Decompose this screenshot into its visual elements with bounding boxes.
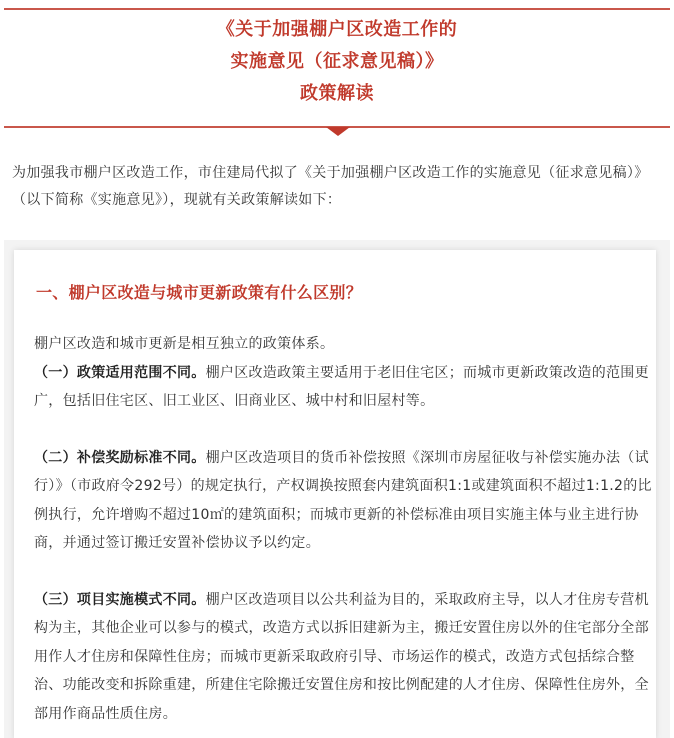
item-3-lead: （三）项目实施模式不同。	[34, 591, 206, 608]
title-line-3: 政策解读	[300, 83, 374, 104]
title-line-1: 《关于加强棚户区改造工作的	[216, 19, 458, 40]
article-title	[0, 14, 674, 110]
section-card	[14, 250, 656, 738]
section-item-1	[34, 359, 658, 416]
item-3-text: 棚户区改造项目以公共利益为目的，采取政府主导，以人才住房专营机构为主，其他企业可以参与的模式，改造方式以拆旧建新为主，搬迁安置住房以外的住宅部分全部用作人才住房和保障性住房；而城市更新采取政府引导、市场运作的模式，改造方式包括综合整治、功能改变和拆除重建，所建住宅除搬迁安置住房和按比例配建的人才住房、保障性住房外，全部用作商品性质住房。	[34, 591, 649, 722]
item-1-text: 棚户区改造政策主要适用于老旧住宅区；而城市更新政策改造的范围更广，包括旧住宅区、旧工业区、旧商业区、城中村和旧屋村等。	[34, 364, 649, 409]
section-body	[34, 330, 658, 738]
title-line-2: 实施意见（征求意见稿）》	[230, 51, 444, 72]
title-top-rule	[4, 8, 670, 10]
intro-paragraph: 为加强我市棚户区改造工作，市住建局代拟了《关于加强棚户区改造工作的实施意见（征求意见稿）》（以下简称《实施意见》），现就有关政策解读如下：	[12, 165, 649, 208]
item-1-lead: （一）政策适用范围不同。	[34, 364, 206, 381]
item-2-lead: （二）补偿奖励标准不同。	[34, 449, 206, 466]
section-heading: 一、棚户区改造与城市更新政策有什么区别？	[36, 283, 363, 302]
section-item-2	[34, 444, 658, 558]
item-2-text: 棚户区改造项目的货币补偿按照《深圳市房屋征收与补偿实施办法（试行）》（市政府令292号）的规定执行，产权调换按照套内建筑面积1:1或建筑面积不超过1:1.2的比例执行，允许增购不超过10㎡的建筑面积；而城市更新的补偿标准由项目实施主体与业主进行协商，并通过签订搬迁安置补偿协议予以约定。	[34, 449, 652, 551]
section-opening: 棚户区改造和城市更新是相互独立的政策体系。	[34, 336, 335, 352]
section-panel	[4, 240, 670, 738]
down-triangle-icon	[326, 127, 350, 136]
section-item-3	[34, 586, 658, 729]
